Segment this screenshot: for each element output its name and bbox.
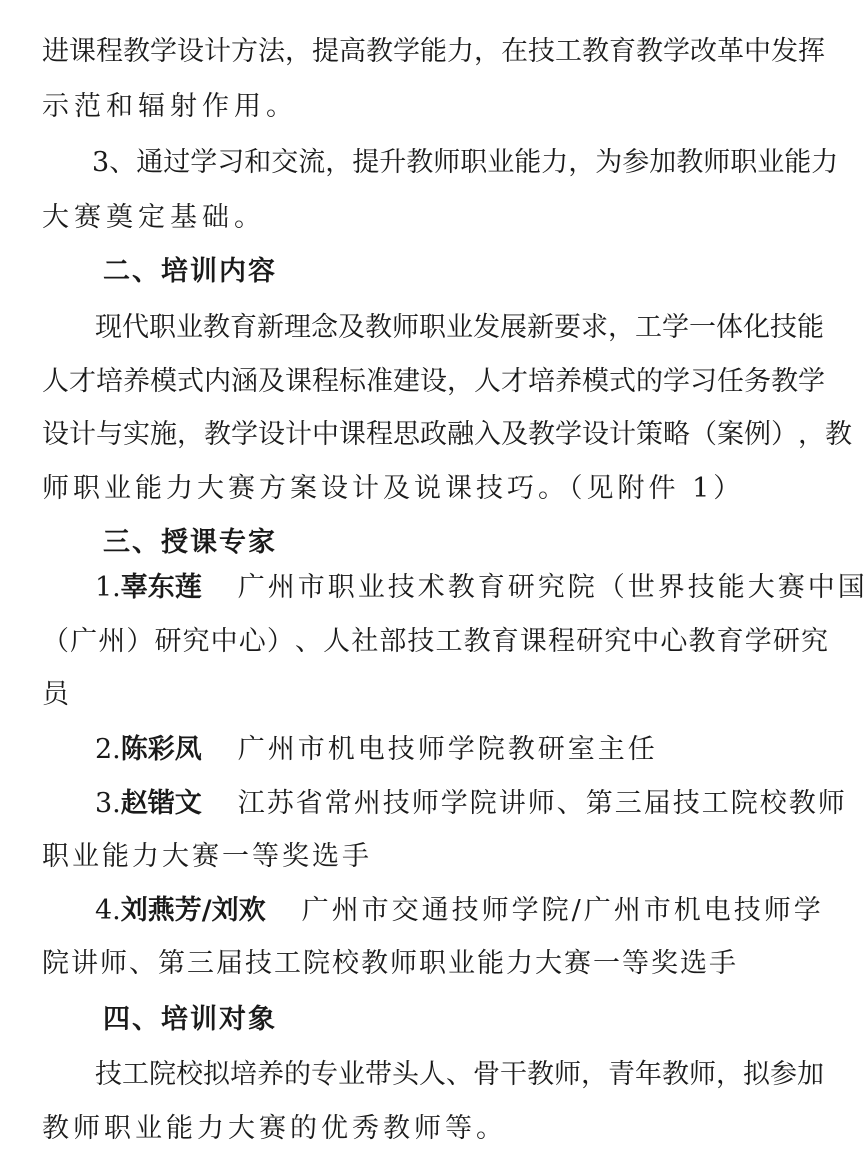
paragraph-line: 教师职业能力大赛的优秀教师等。 — [42, 1113, 507, 1144]
paragraph-line: 示范和辐射作用。 — [42, 91, 298, 122]
expert-item — [95, 775, 847, 833]
expert-name: 刘燕芳/刘欢 — [120, 895, 266, 926]
expert-number: 3. — [95, 788, 121, 819]
paragraph-line: 技 工 院 校 拟 培 养 的 专 业 带 头 人 、 骨 干 教 师 ， 青 年 教 师 ， 拟 参 加 — [95, 1059, 824, 1090]
paragraph-line: 员 — [42, 679, 69, 710]
section-heading: 二、培训内容 — [103, 256, 277, 287]
paragraph-line: 院讲师、第三届技工院校教师职业能力大赛一等奖选手 — [42, 948, 738, 979]
expert-title: 广州市机电技师学院教研室主任 — [237, 734, 658, 765]
paragraph-line: 大赛奠定基础。 — [42, 202, 266, 233]
paragraph-line: 人 才 培 养 模 式 内 涵 及 课 程 标 准 建 设 ， 人 才 培 养 模 式 的 学 习 任 务 教 学 — [42, 366, 825, 397]
expert-item — [95, 721, 835, 779]
paragraph-line: 职业能力大赛一等奖选手 — [42, 841, 372, 872]
expert-number: 2. — [95, 734, 121, 765]
expert-title: 广州市交通技师学院/广州市机电技师学 — [301, 895, 824, 926]
expert-item — [95, 882, 835, 940]
expert-number: 4. — [95, 895, 121, 926]
expert-name: 赵锴文 — [120, 788, 202, 819]
paragraph-line: 3 、 通 过 学 习 和 交 流 ， 提 升 教 师 职 业 能 力 ， 为 参 加 教 师 职 业 能 力 — [92, 147, 839, 178]
expert-name: 辜东莲 — [120, 572, 202, 603]
paragraph-line: 现 代 职 业 教 育 新 理 念 及 教 师 职 业 发 展 新 要 求 ， 工 学 一 体 化 技 能 — [95, 312, 824, 343]
section-heading: 四、培训对象 — [103, 1004, 277, 1035]
paragraph-line: （ 广 州 ） 研 究 中 心 ） 、 人 社 部 技 工 教 育 课 程 研 究 中 心 教 育 学 研 究 — [42, 626, 828, 657]
expert-title: 江苏省常州技师学院讲师、第三届技工院校教师 — [237, 788, 847, 819]
paragraph-line: 进 课 程 教 学 设 计 方 法 ， 提 高 教 学 能 力 ， 在 技 工 教 育 教 学 改 革 中 发 挥 — [42, 36, 825, 67]
expert-item — [95, 559, 868, 617]
expert-title: 广州市职业技术教育研究院（世界技能大赛中国 — [237, 572, 868, 603]
section-heading: 三、授课专家 — [103, 527, 277, 558]
paragraph-line: 设 计 与 实 施 ， 教 学 设 计 中 课 程 思 政 融 入 及 教 学 设 计 策 略 （ 案 例 ） ， 教 — [42, 419, 852, 450]
expert-name: 陈彩凤 — [120, 734, 202, 765]
paragraph-line: 师职业能力大赛方案设计及说课技巧。（见附件 1） — [42, 473, 745, 504]
expert-number: 1. — [95, 572, 121, 603]
